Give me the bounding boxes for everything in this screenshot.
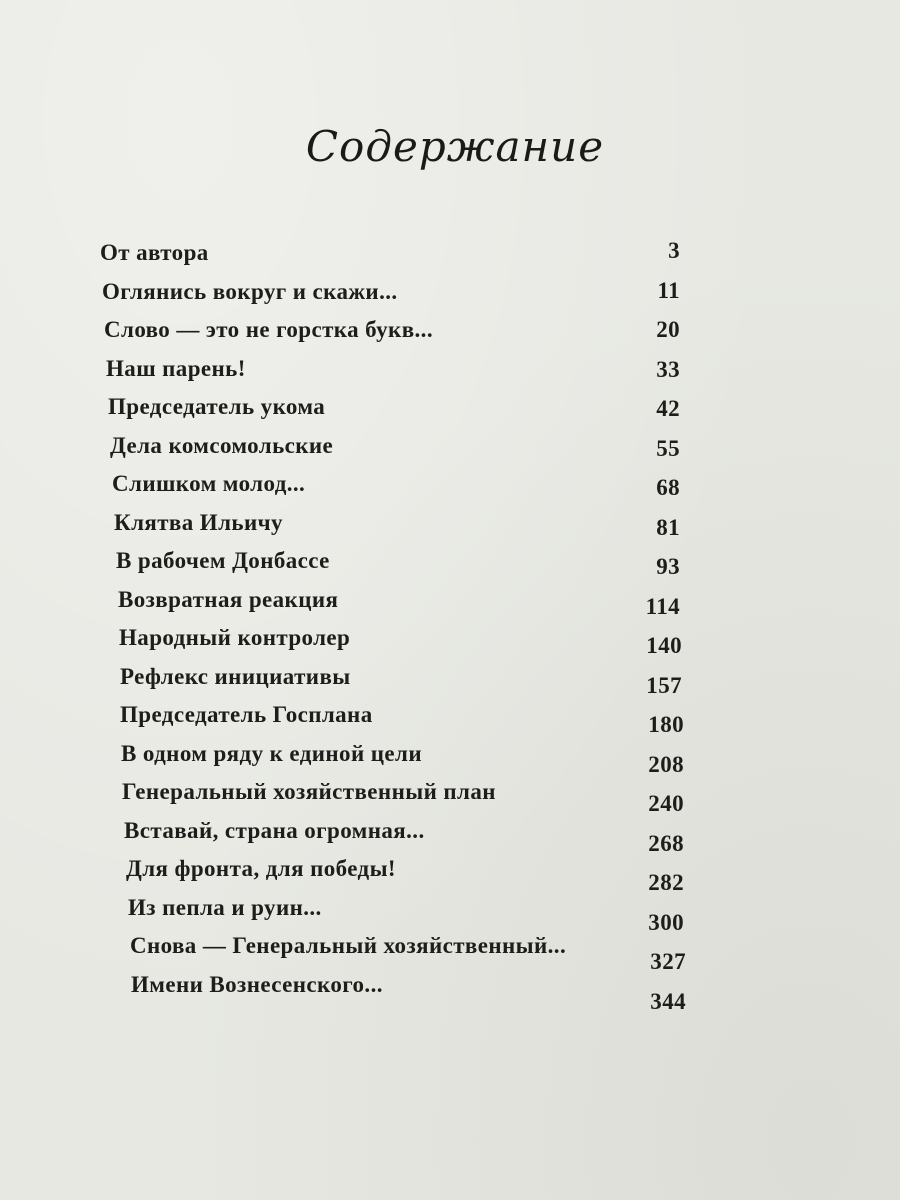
toc-entry-title: Дела комсомольские bbox=[110, 432, 334, 458]
toc-entry-page: 344 bbox=[650, 988, 686, 1014]
toc-entry-page: 300 bbox=[648, 909, 684, 935]
toc-entry-page: 282 bbox=[648, 870, 684, 895]
toc-entry-title: Народный контролер bbox=[119, 625, 351, 650]
toc-entry-page: 93 bbox=[656, 554, 680, 579]
toc-entry-title: Для фронта, для победы! bbox=[126, 856, 396, 881]
toc-entry-title: Генеральный хозяйственный план bbox=[122, 779, 496, 804]
toc-entry-title: Председатель Госплана bbox=[120, 702, 373, 727]
toc-entry-page: 208 bbox=[648, 751, 684, 777]
toc-entry-page: 55 bbox=[656, 435, 680, 461]
toc-entry-title: Снова — Генеральный хозяйственный... bbox=[130, 933, 567, 958]
toc-entry-title: В рабочем Донбассе bbox=[116, 548, 330, 573]
page-title: Содержание bbox=[305, 122, 605, 171]
toc-entry-title: Из пепла и руин... bbox=[128, 894, 322, 920]
toc-entry-page: 81 bbox=[656, 514, 680, 540]
toc-entry-title: Возвратная реакция bbox=[118, 586, 339, 612]
toc-entry-page: 20 bbox=[656, 317, 680, 342]
toc-entry-page: 157 bbox=[646, 672, 682, 698]
toc-entry-page: 268 bbox=[648, 830, 684, 856]
toc-entry-title: Вставай, страна огромная... bbox=[124, 817, 425, 843]
toc-entry-page: 240 bbox=[648, 791, 684, 816]
toc-entry-title: Клятва Ильичу bbox=[114, 509, 283, 535]
toc-entry-page: 33 bbox=[656, 356, 680, 382]
toc-entry-page: 68 bbox=[656, 475, 680, 500]
toc-entry-title: От автора bbox=[100, 240, 209, 265]
toc-entry-page: 42 bbox=[656, 396, 680, 421]
toc-entry-title: Рефлекс инициативы bbox=[120, 663, 351, 689]
toc-entry-title: Председатель укома bbox=[108, 394, 326, 419]
toc-entry-title: Оглянись вокруг и скажи... bbox=[102, 278, 398, 304]
toc-entry-page: 140 bbox=[646, 633, 682, 658]
toc-entry-page: 3 bbox=[668, 238, 680, 263]
toc-entry-title: Наш парень! bbox=[106, 355, 246, 381]
toc-entry-title: Слишком молод... bbox=[112, 471, 306, 496]
toc-entry-page: 11 bbox=[657, 277, 680, 303]
toc-entry-page: 327 bbox=[650, 949, 686, 974]
toc-entry-page: 180 bbox=[648, 712, 684, 737]
toc-entry-title: Слово — это не горстка букв... bbox=[104, 317, 433, 342]
toc-entry-page: 114 bbox=[645, 593, 680, 619]
toc-entry-title: Имени Вознесенского... bbox=[131, 971, 383, 997]
toc-entry-title: В одном ряду к единой цели bbox=[121, 740, 422, 766]
